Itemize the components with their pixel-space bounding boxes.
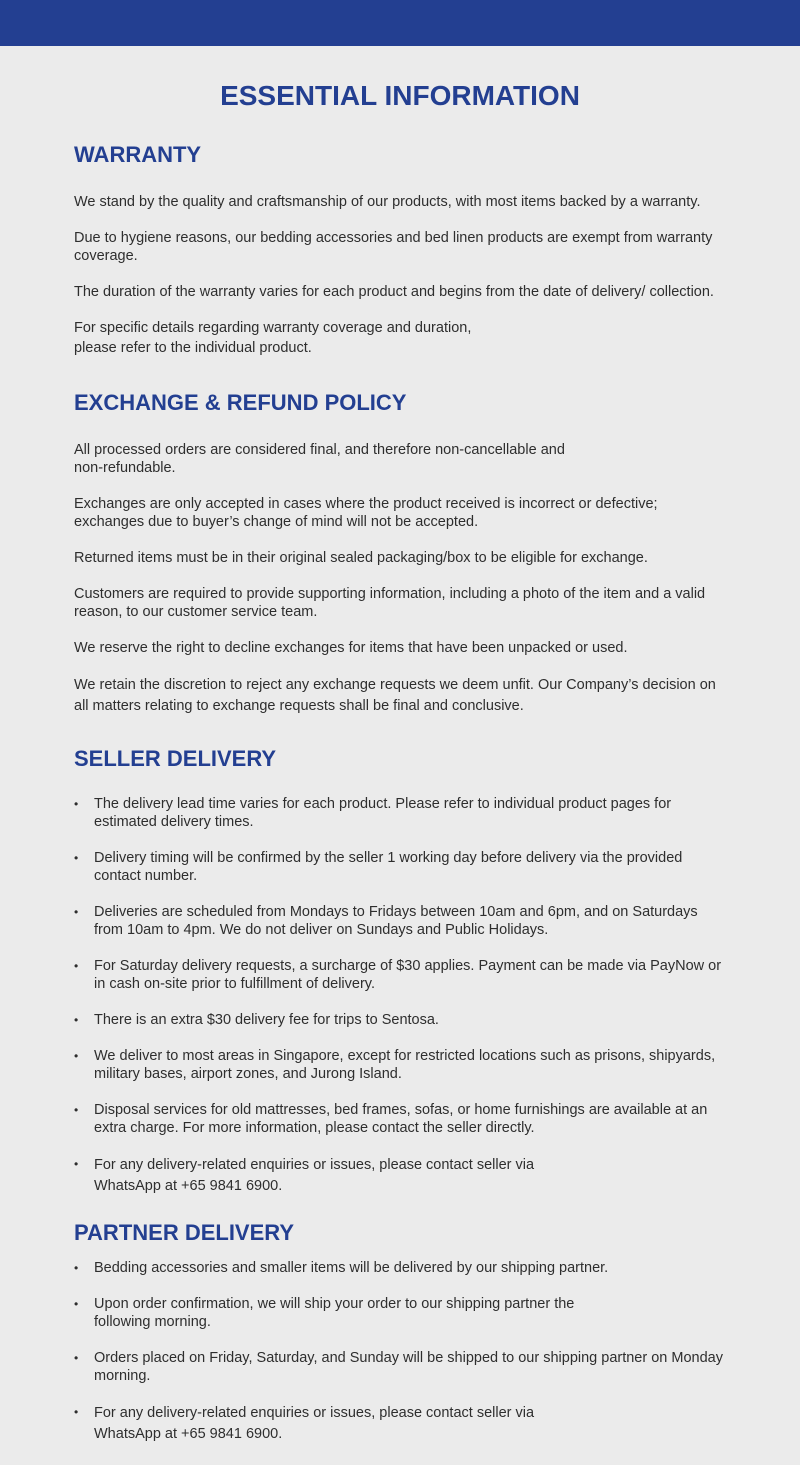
list-item-text: The delivery lead time varies for each product. Please refer to individual product pages for estimated delivery times. — [94, 796, 672, 830]
list-item-text: There is an extra $30 delivery fee for trips to Sentosa. — [94, 1012, 439, 1028]
page-content — [0, 46, 800, 1445]
bullet-icon: • — [74, 1297, 79, 1311]
list-item-text: Delivery timing will be confirmed by the seller 1 working day before delivery via the provided contact number. — [94, 850, 683, 884]
list-item-text: Deliveries are scheduled from Mondays to Fridays between 10am and 6pm, and on Saturdays from 10am to 4pm. We do not deliver on Sundays and Public Holidays. — [94, 904, 698, 938]
list-item-text: For Saturday delivery requests, a surcharge of $30 applies. Payment can be made via PayNow or in cash on-site prior to fulfillment of delivery. — [94, 958, 722, 992]
list-item-text: Upon order confirmation, we will ship your order to our shipping partner the — [94, 1296, 575, 1312]
exchange-paragraph: Exchanges are only accepted in cases where the product received is incorrect or defective; exchanges due to buyer’s change of mind will not be accepted. — [74, 496, 658, 530]
list-item-text: We deliver to most areas in Singapore, except for restricted locations such as prisons, shipyards, military bases, airport zones, and Jurong Island. — [94, 1048, 716, 1082]
list-item — [74, 1011, 726, 1029]
list-item-text: following morning. — [94, 1314, 211, 1330]
exchange-paragraph: Returned items must be in their original sealed packaging/box to be eligible for exchange. — [74, 550, 648, 566]
list-item — [74, 849, 726, 885]
partner-delivery-list — [74, 1259, 726, 1445]
page-title: ESSENTIAL INFORMATION — [220, 80, 580, 111]
warranty-section — [74, 141, 726, 357]
exchange-paragraph: non-refundable. — [74, 460, 176, 476]
list-item — [74, 1259, 726, 1277]
exchange-paragraph: All processed orders are considered final, and therefore non-cancellable and — [74, 442, 565, 458]
partner-delivery-section — [74, 1219, 726, 1445]
list-item — [74, 957, 726, 993]
whatsapp-contact: WhatsApp at +65 9841 6900. — [94, 1178, 283, 1194]
warranty-paragraph: Due to hygiene reasons, our bedding accessories and bed linen products are exempt from warranty coverage. — [74, 230, 713, 264]
seller-delivery-section — [74, 745, 726, 1197]
exchange-refund-heading: EXCHANGE & REFUND POLICY — [74, 390, 407, 415]
list-item — [74, 1047, 726, 1083]
bullet-icon: • — [74, 1013, 79, 1027]
partner-delivery-heading: PARTNER DELIVERY — [74, 1220, 295, 1245]
list-item — [74, 1349, 726, 1385]
warranty-paragraph: please refer to the individual product. — [74, 340, 312, 356]
list-item-text: Orders placed on Friday, Saturday, and Sunday will be shipped to our shipping partner on Monday morning. — [94, 1350, 723, 1384]
list-item-contact — [74, 1403, 726, 1445]
whatsapp-contact: WhatsApp at +65 9841 6900. — [94, 1426, 283, 1442]
seller-delivery-heading: SELLER DELIVERY — [74, 746, 277, 771]
bullet-icon: • — [74, 851, 79, 865]
contact-text: For any delivery-related enquiries or issues, please contact seller via — [94, 1157, 535, 1173]
list-item — [74, 1101, 726, 1137]
warranty-paragraph: We stand by the quality and craftsmanship of our products, with most items backed by a warranty. — [74, 194, 701, 210]
top-banner — [0, 0, 800, 46]
seller-delivery-list — [74, 795, 726, 1197]
warranty-heading: WARRANTY — [74, 142, 202, 167]
exchange-paragraph: We reserve the right to decline exchanges for items that have been unpacked or used. — [74, 640, 628, 656]
bullet-icon: • — [74, 1351, 79, 1365]
bullet-icon: • — [74, 1157, 79, 1171]
bullet-icon: • — [74, 1261, 79, 1275]
list-item — [74, 903, 726, 939]
exchange-paragraph: Customers are required to provide supporting information, including a photo of the item and a valid reason, to our customer service team. — [74, 586, 706, 620]
exchange-refund-section — [74, 389, 726, 717]
bullet-icon: • — [74, 797, 79, 811]
bullet-icon: • — [74, 1405, 79, 1419]
exchange-paragraph: We retain the discretion to reject any exchange requests we deem unfit. Our Company’s decision on all matters relating to exchange requests shall be final and conclusive. — [74, 677, 716, 714]
list-item-text: Bedding accessories and smaller items will be delivered by our shipping partner. — [94, 1260, 609, 1276]
list-item — [74, 795, 726, 831]
bullet-icon: • — [74, 1103, 79, 1117]
contact-text: For any delivery-related enquiries or issues, please contact seller via — [94, 1405, 535, 1421]
list-item — [74, 1295, 726, 1331]
bullet-icon: • — [74, 905, 79, 919]
warranty-paragraph: For specific details regarding warranty coverage and duration, — [74, 320, 472, 336]
list-item-contact — [74, 1155, 726, 1197]
list-item-text: Disposal services for old mattresses, bed frames, sofas, or home furnishings are available at an extra charge. For more information, please contact the seller directly. — [94, 1102, 708, 1136]
warranty-paragraph: The duration of the warranty varies for each product and begins from the date of delivery/ collection. — [74, 284, 714, 300]
bullet-icon: • — [74, 959, 79, 973]
bullet-icon: • — [74, 1049, 79, 1063]
